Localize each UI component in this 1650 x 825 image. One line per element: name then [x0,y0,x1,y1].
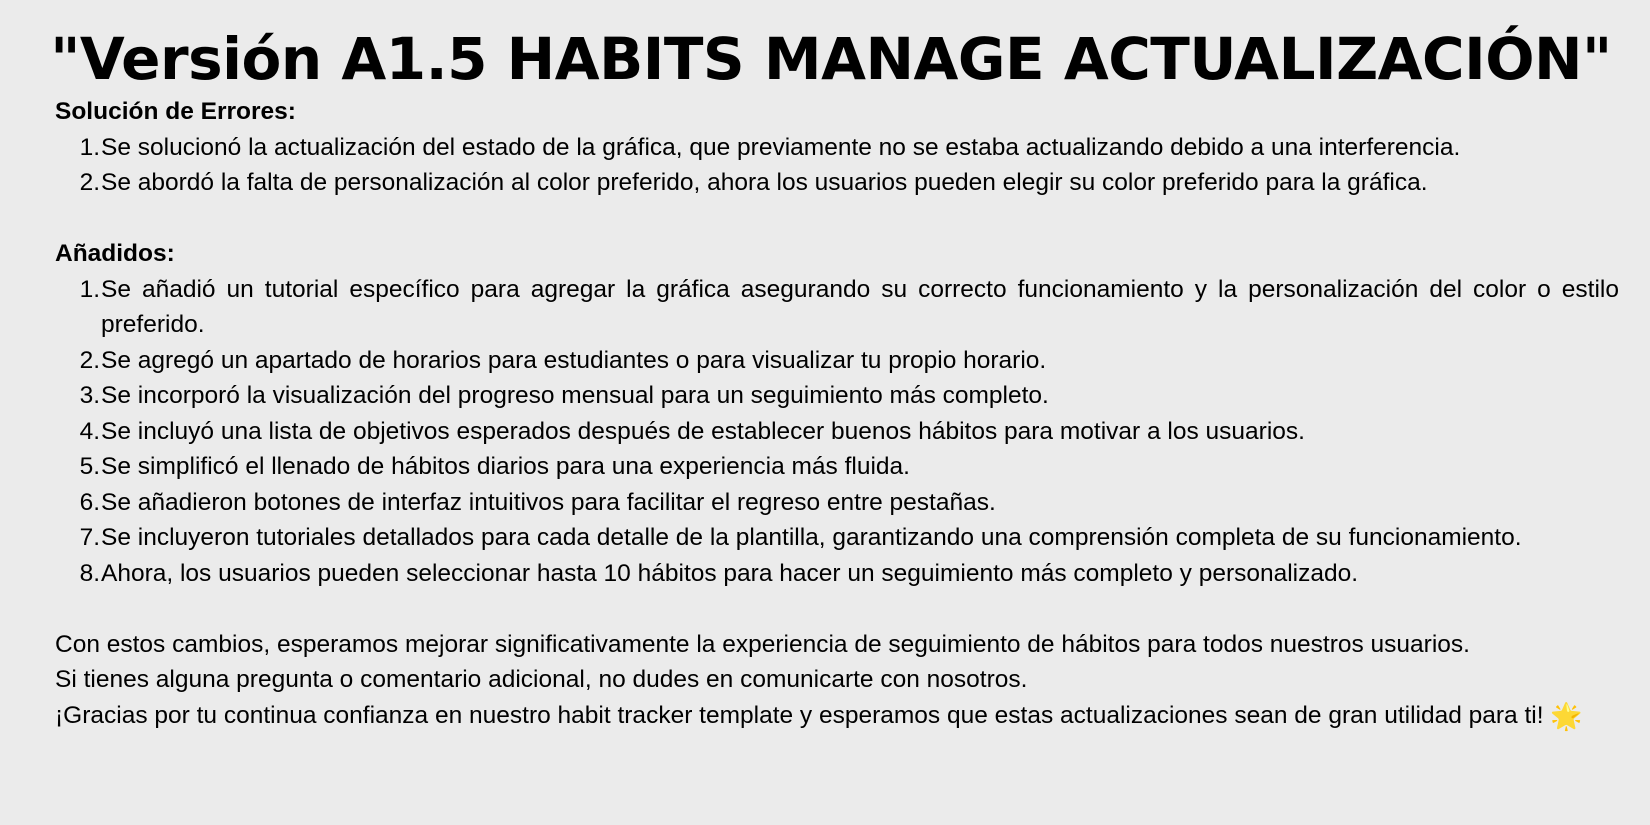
list-item-number: 8. [79,559,100,587]
page-title: "Versión A1.5 HABITS MANAGE ACTUALIZACIÓN" [50,25,1612,93]
fixes-section [55,94,1619,201]
list-item-text: Se añadió un tutorial específico para agregar la gráfica asegurando su correcto funcionamiento y la personalización del color o estilo preferido. [101,275,1619,338]
list-item-text: Se incluyó una lista de objetivos esperados después de establecer buenos hábitos para motivar a los usuarios. [101,417,1305,445]
list-item-number: 2. [79,346,100,374]
list-item-number: 7. [79,524,100,551]
release-notes-page [50,24,1619,733]
additions-heading: Añadidos: [55,240,175,267]
list-item-number: 1. [79,275,100,303]
list-item [55,130,1619,166]
list-item-text: Se solucionó la actualización del estado de la gráfica, que previamente no se estaba actualizando debido a una interferencia. [101,133,1461,161]
section-spacer [55,591,1619,627]
closing-line-thanks [55,698,1619,734]
section-spacer [55,201,1619,237]
list-item [55,414,1619,450]
list-item [55,520,1619,556]
closing-thanks-text: ¡Gracias por tu continua confianza en nuestro habit tracker template y esperamos que estas actualizaciones sean de gran utilidad para ti! [55,701,1544,729]
list-item-text: Se agregó un apartado de horarios para estudiantes o para visualizar tu propio horario. [101,346,1047,374]
list-item [55,378,1619,414]
list-item-text: Se simplificó el llenado de hábitos diarios para una experiencia más fluida. [101,453,910,480]
list-item-text: Se incorporó la visualización del progreso mensual para un seguimiento más completo. [101,382,1049,409]
list-item [55,449,1619,485]
list-item [55,485,1619,521]
list-item-text: Se incluyeron tutoriales detallados para cada detalle de la plantilla, garantizando una comprensión completa de su funcionamiento. [101,524,1522,551]
list-item [55,272,1619,343]
list-item-number: 1. [79,133,100,161]
additions-section [55,236,1619,591]
closing-line: Con estos cambios, esperamos mejorar significativamente la experiencia de seguimiento de hábitos para todos nuestros usuarios. [55,630,1470,658]
list-item-number: 5. [79,453,100,480]
fixes-list [55,130,1619,201]
fixes-heading: Solución de Errores: [55,98,296,125]
list-item-text: Ahora, los usuarios pueden seleccionar hasta 10 hábitos para hacer un seguimiento más completo y personalizado. [101,559,1359,587]
closing-section [55,627,1619,734]
list-item-text: Se abordó la falta de personalización al color preferido, ahora los usuarios pueden elegir su color preferido para la gráfica. [101,169,1428,196]
list-item [55,165,1619,201]
sparkle-star-icon: 🌟 [1550,700,1583,731]
list-item-number: 6. [79,488,100,516]
list-item-number: 4. [79,417,100,445]
list-item [55,556,1619,592]
list-item [55,343,1619,379]
list-item-number: 3. [79,382,100,409]
list-item-number: 2. [79,169,100,196]
list-item-text: Se añadieron botones de interfaz intuitivos para facilitar el regreso entre pestañas. [101,488,996,516]
closing-line: Si tienes alguna pregunta o comentario adicional, no dudes en comunicarte con nosotros. [55,666,1028,693]
additions-list [55,272,1619,592]
